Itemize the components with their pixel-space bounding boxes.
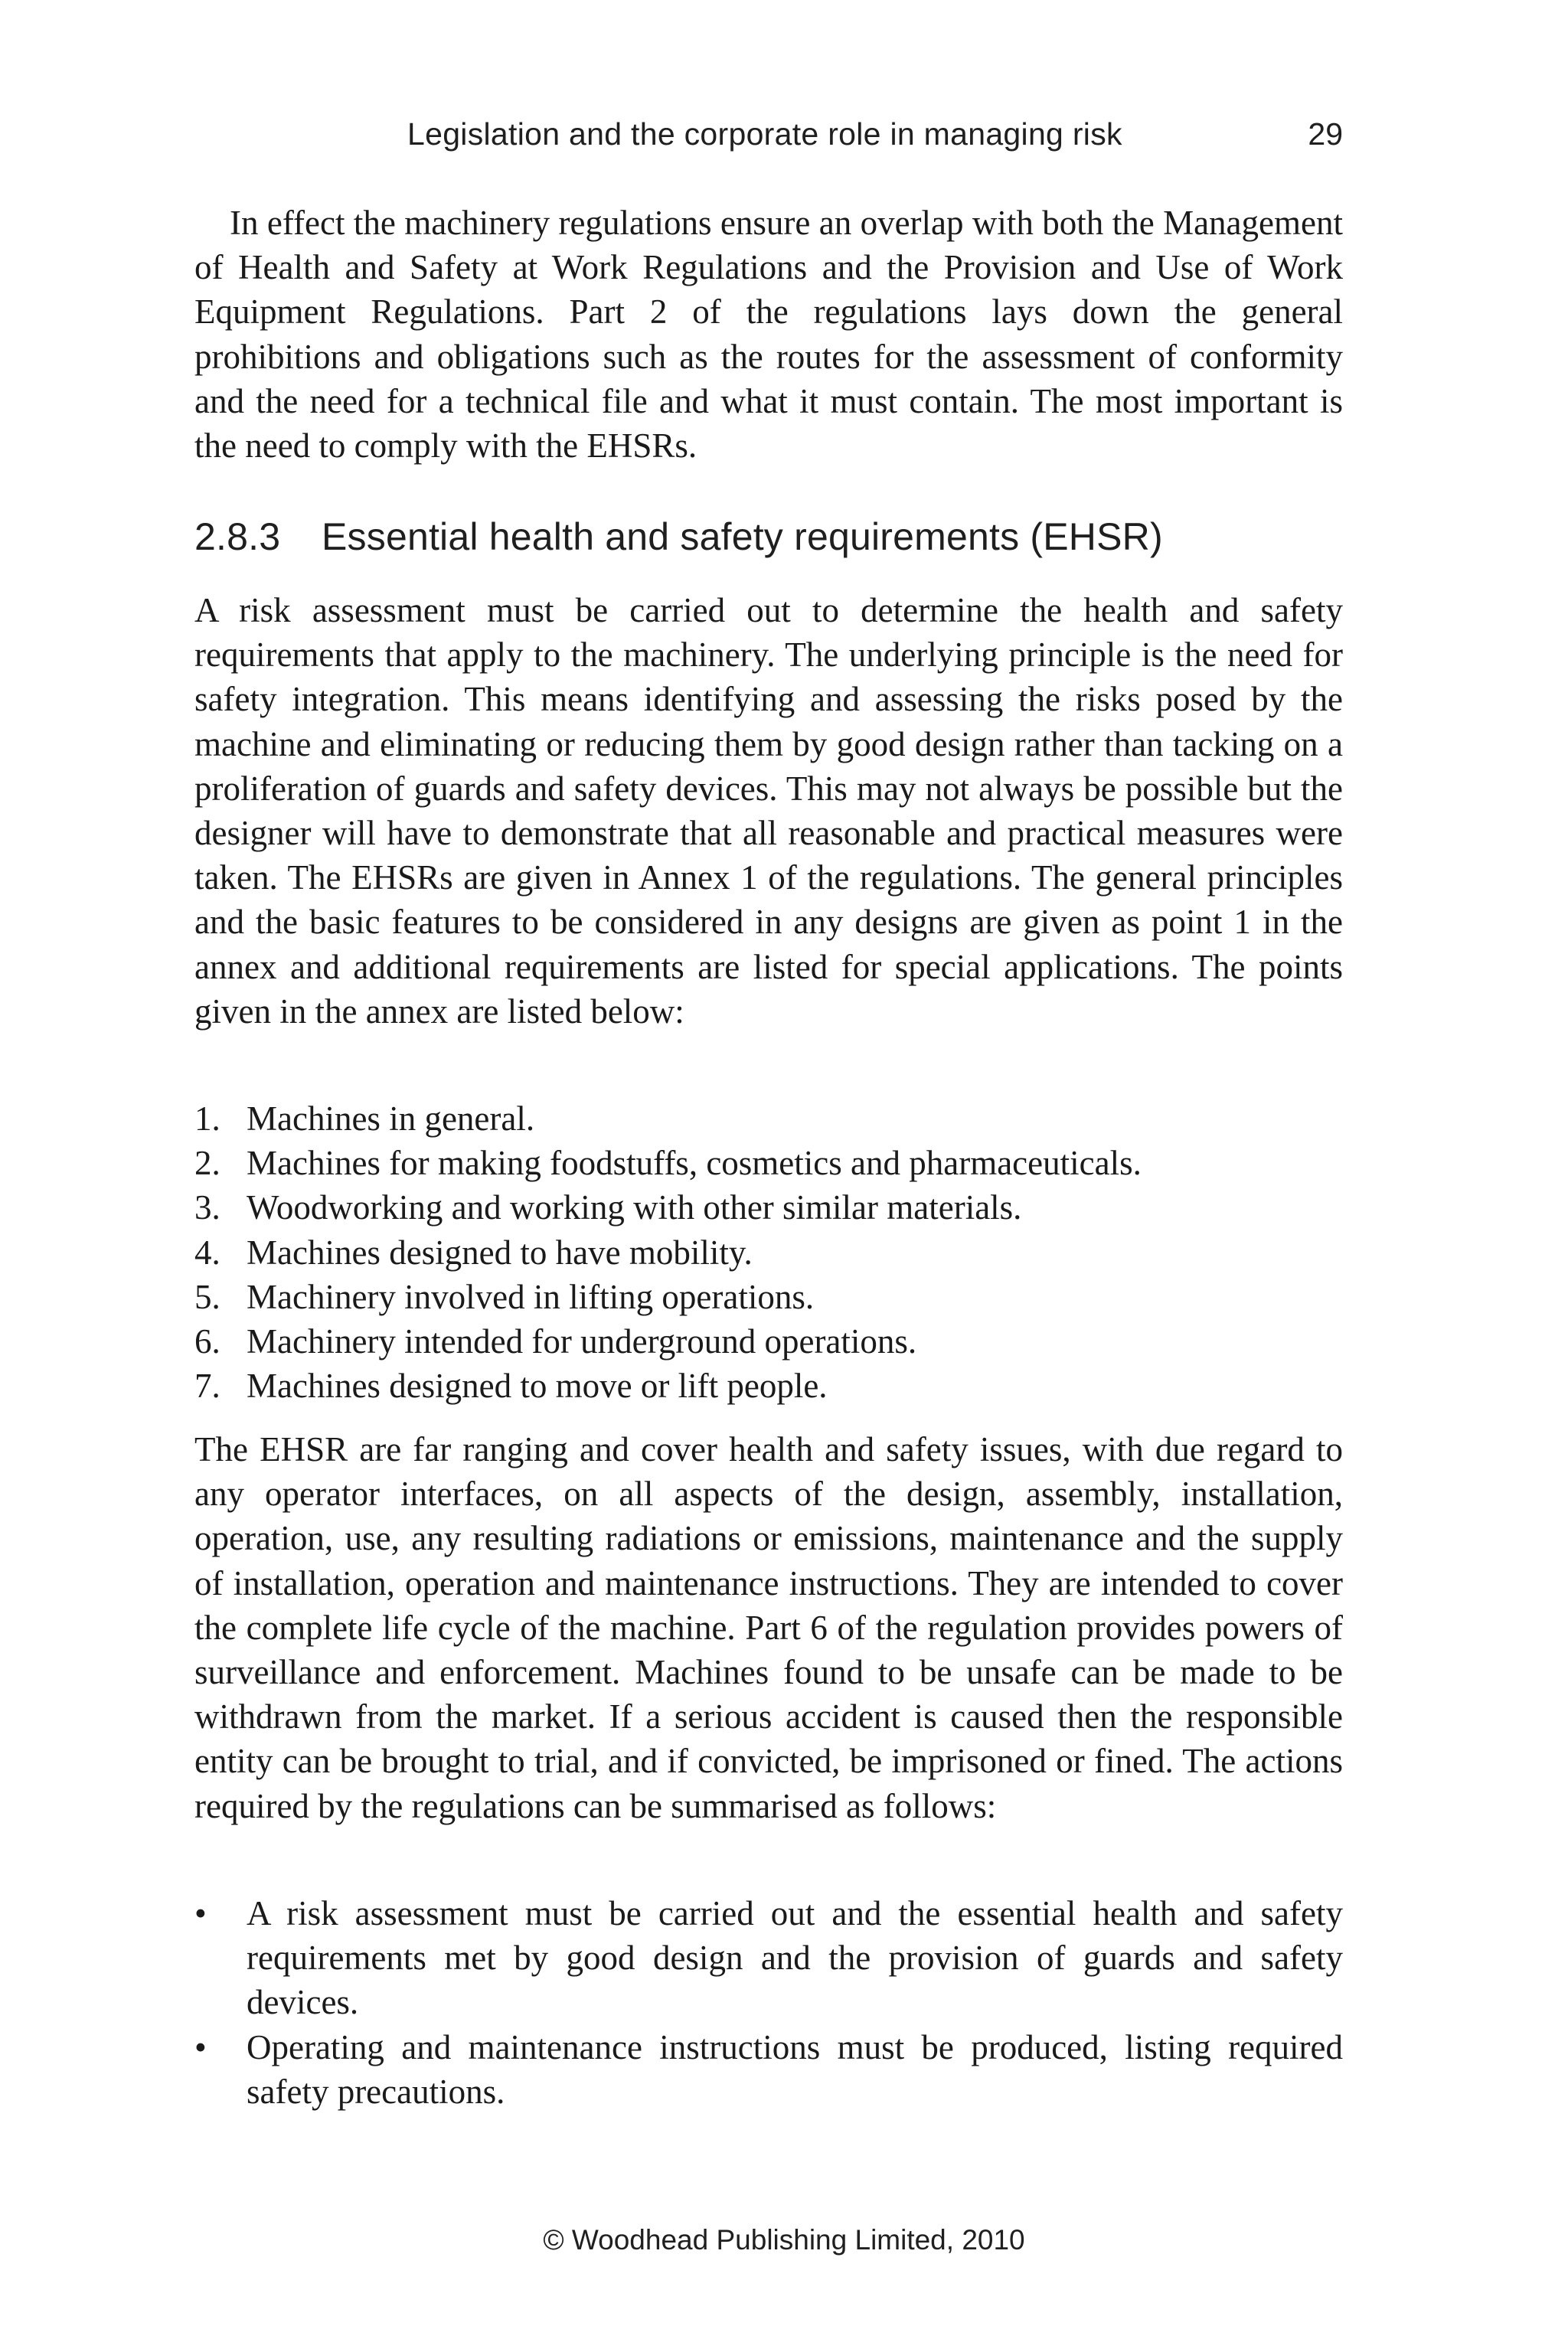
copyright-footer: © Woodhead Publishing Limited, 2010 — [543, 2224, 1025, 2256]
list-marker: 5. — [194, 1277, 220, 1316]
list-item — [194, 1275, 1343, 1319]
page-number: 29 — [1308, 116, 1343, 152]
section-title: Essential health and safety requirements (EHSR) — [322, 515, 1163, 558]
list-item-text: Operating and maintenance instructions must be produced, listing required safety precautions. — [247, 2027, 1343, 2111]
intro-paragraph: In effect the machinery regulations ensure an overlap with both the Management of Health and Safety at Work Regulations and the Provision and Use of Work Equipment Regulations. Part 2 of the regulations lays down the general prohibitions and obligations such as the routes for the assessment of conformity and the need for a technical file and what it must contain. The most important is the need to comply with the EHSRs. — [194, 204, 1343, 466]
list-item-text: Machines designed to move or lift people. — [247, 1367, 828, 1406]
list-item-text: Woodworking and working with other similar materials. — [247, 1188, 1022, 1227]
running-head-title: Legislation and the corporate role in managing risk — [407, 116, 1122, 152]
list-item — [194, 2025, 1343, 2114]
list-item-text: Machinery involved in lifting operations. — [247, 1277, 815, 1316]
list-marker: 3. — [194, 1188, 220, 1227]
list-marker: 1. — [194, 1099, 220, 1138]
list-item — [194, 1185, 1343, 1230]
ehsr-body-paragraph: A risk assessment must be carried out to determine the health and safety requirements that apply to the machinery. The underlying principle is the need for safety integration. This means identifying and assessing the risks posed by the machine and eliminating or reducing them by good design rather than tacking on a proliferation of guards and safety devices. This may not always be possible but the designer will have to demonstrate that all reasonable and practical measures were taken. The EHSRs are given in Annex 1 of the regulations. The general principles and the basic features to be considered in any designs are given as point 1 in the annex and additional requirements are listed for special applications. The points given in the annex are listed below: — [194, 591, 1343, 1031]
list-item — [194, 1230, 1343, 1275]
list-item — [194, 1891, 1343, 2025]
list-item — [194, 1096, 1343, 1141]
list-item-text: Machines designed to have mobility. — [247, 1233, 753, 1272]
annex-points-list — [194, 1096, 1343, 1408]
list-item-text: A risk assessment must be carried out and the essential health and safety requirements met by good design and the provision of guards and safety devices. — [247, 1894, 1343, 2022]
bullet-icon: • — [194, 1894, 207, 1932]
list-item-text: Machines for making foodstuffs, cosmetics and pharmaceuticals. — [247, 1144, 1142, 1183]
bullet-icon: • — [194, 2027, 207, 2066]
list-marker: 6. — [194, 1322, 220, 1361]
ehsr-scope-paragraph: The EHSR are far ranging and cover health and safety issues, with due regard to any operator interfaces, on all aspects of the design, assembly, installation, operation, use, any resulting radiations or emissions, maintenance and the supply of installation, operation and maintenance instructions. They are intended to cover the complete life cycle of the machine. Part 6 of the regulation provides powers of surveillance and enforcement. Machines found to be unsafe can be made to be withdrawn from the market. If a serious accident is caused then the responsible entity can be brought to trial, and if convicted, be imprisoned or fined. The actions required by the regulations can be summarised as follows: — [194, 1430, 1343, 1825]
list-item — [194, 1364, 1343, 1408]
list-item — [194, 1141, 1343, 1185]
list-item-text: Machines in general. — [247, 1099, 535, 1138]
section-number: 2.8.3 — [194, 515, 281, 558]
required-actions-list — [194, 1891, 1343, 2114]
list-marker: 7. — [194, 1367, 220, 1406]
list-item-text: Machinery intended for underground operations. — [247, 1322, 917, 1361]
list-marker: 4. — [194, 1233, 220, 1272]
section-heading — [194, 514, 1343, 559]
list-item — [194, 1319, 1343, 1364]
list-marker: 2. — [194, 1144, 220, 1183]
